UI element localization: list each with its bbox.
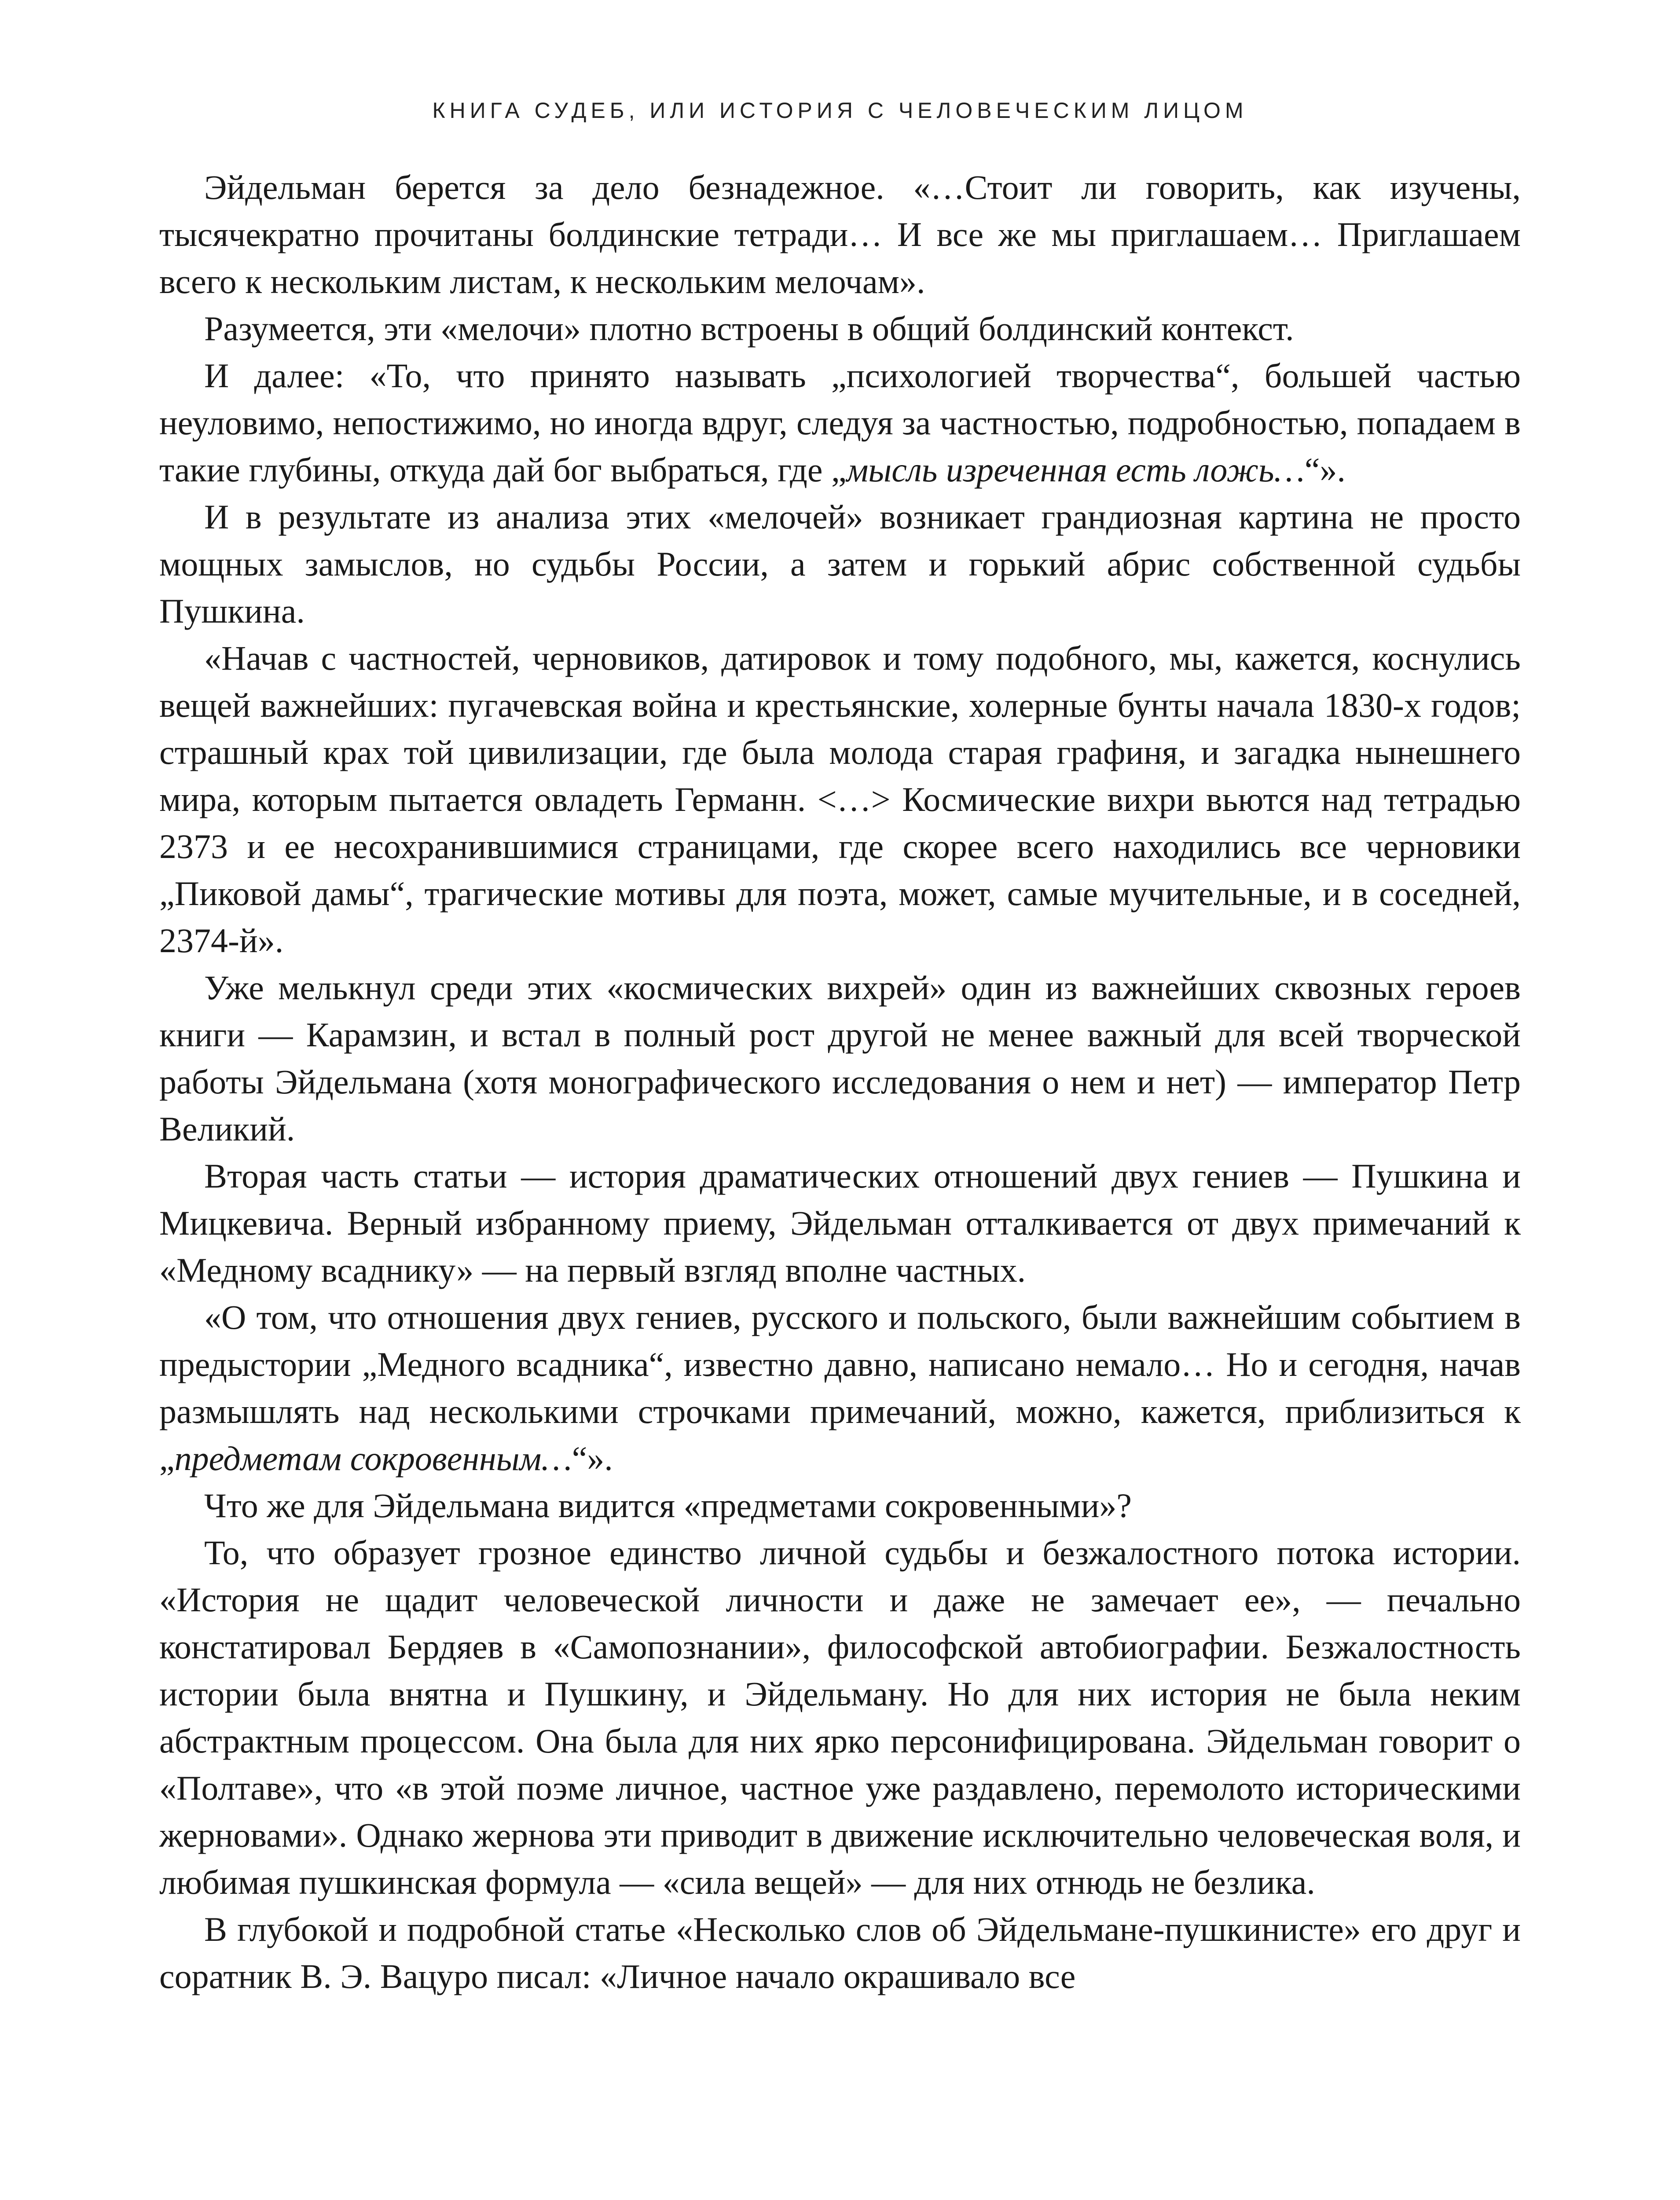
text-run: И далее: «То, что принято называть „психологией творчества“, большей частью неуловимо, непостижимо, но иногда вдруг, следуя за частностью, подробностью, попадаем в такие глубины, откуда дай бог выбраться, где „ xyxy=(159,356,1521,489)
paragraph-p7 xyxy=(159,1152,1521,1294)
text-run: Что же для Эйдельмана видится «предметами сокровенными»? xyxy=(204,1486,1132,1525)
paragraph-p2 xyxy=(159,305,1521,352)
text-run: И в результате из анализа этих «мелочей» возникает грандиозная картина не просто мощных замыслов, но судьбы России, а затем и горький абрис собственной судьбы Пушкина. xyxy=(159,498,1521,630)
text-run: «О том, что отношения двух гениев, русского и польского, были важнейшим событием в предыстории „Медного всадника“, известно давно, написано немало… Но и сегодня, начав размышлять над несколькими строчками примечаний, можно, кажется, приблизиться к „ xyxy=(159,1298,1521,1478)
running-head: КНИГА СУДЕБ, ИЛИ ИСТОРИЯ С ЧЕЛОВЕЧЕСКИМ ЛИЦОМ xyxy=(432,98,1248,123)
text-run: “». xyxy=(572,1439,613,1478)
paragraph-p8 xyxy=(159,1294,1521,1482)
body-text xyxy=(159,164,1521,2000)
text-run: То, что образует грозное единство личной судьбы и безжалостного потока истории. «История не щадит человеческой личности и даже не замечает ее», — печально констатировал Бердяев в «Самопознании», философской автобиографии. Безжалостность истории была внятна и Пушкину, и Эйдельману. Но для них история не была неким абстрактным процессом. Она была для них ярко персонифицирована. Эйдельман говорит о «Полтаве», что «в этой поэме личное, частное уже раздавлено, перемолото историческими жерновами». Однако жернова эти приводит в движение исключительно человеческая воля, и любимая пушкинская формула — «сила вещей» — для них отнюдь не безлика. xyxy=(159,1533,1521,1901)
italic-quote: мысль изреченная есть ложь… xyxy=(846,451,1305,489)
paragraph-p4 xyxy=(159,493,1521,634)
paragraph-p5 xyxy=(159,634,1521,964)
paragraph-p1 xyxy=(159,164,1521,305)
paragraph-p11 xyxy=(159,1906,1521,2000)
text-run: Вторая часть статьи — история драматических отношений двух гениев — Пушкина и Мицкевича. Верный избранному приему, Эйдельман отталкивается от двух примечаний к «Медному всаднику» — на первый взгляд вполне частных. xyxy=(159,1157,1521,1289)
text-run: «Начав с частностей, черновиков, датировок и тому подобного, мы, кажется, коснулись вещей важнейших: пугачевская война и крестьянские, холерные бунты начала 1830-х годов; страшный крах той цивилизации, где была молода старая графиня, и загадка нынешнего мира, которым пытается овладеть Германн. <…> Космические вихри вьются над тетрадью 2373 и ее несохранившимися страницами, где скорее всего находились все черновики „Пиковой дамы“, трагические мотивы для поэта, может, самые мучительные, и в соседней, 2374-й». xyxy=(159,639,1521,960)
paragraph-p9 xyxy=(159,1482,1521,1529)
italic-quote: предметам сокровенным… xyxy=(174,1439,572,1478)
text-run: Разумеется, эти «мелочи» плотно встроены в общий болдинский контекст. xyxy=(204,309,1294,348)
paragraph-p6 xyxy=(159,964,1521,1152)
paragraph-p3 xyxy=(159,352,1521,493)
paragraph-p10 xyxy=(159,1529,1521,1906)
text-run: В глубокой и подробной статье «Несколько слов об Эйдельмане-пушкинисте» его друг и соратник В. Э. Вацуро писал: «Личное начало окрашивало все xyxy=(159,1910,1521,1995)
text-run: Уже мелькнул среди этих «космических вихрей» один из важнейших сквозных героев книги — Карамзин, и встал в полный рост другой не менее важный для всей творческой работы Эйдельмана (хотя монографического исследования о нем и нет) — император Петр Великий. xyxy=(159,968,1521,1148)
text-run: “». xyxy=(1304,451,1346,489)
text-run: Эйдельман берется за дело безнадежное. «…Стоит ли говорить, как изучены, тысячекратно прочитаны болдинские тетради… И все же мы приглашаем… Приглашаем всего к нескольким листам, к нескольким мелочам». xyxy=(159,168,1521,301)
